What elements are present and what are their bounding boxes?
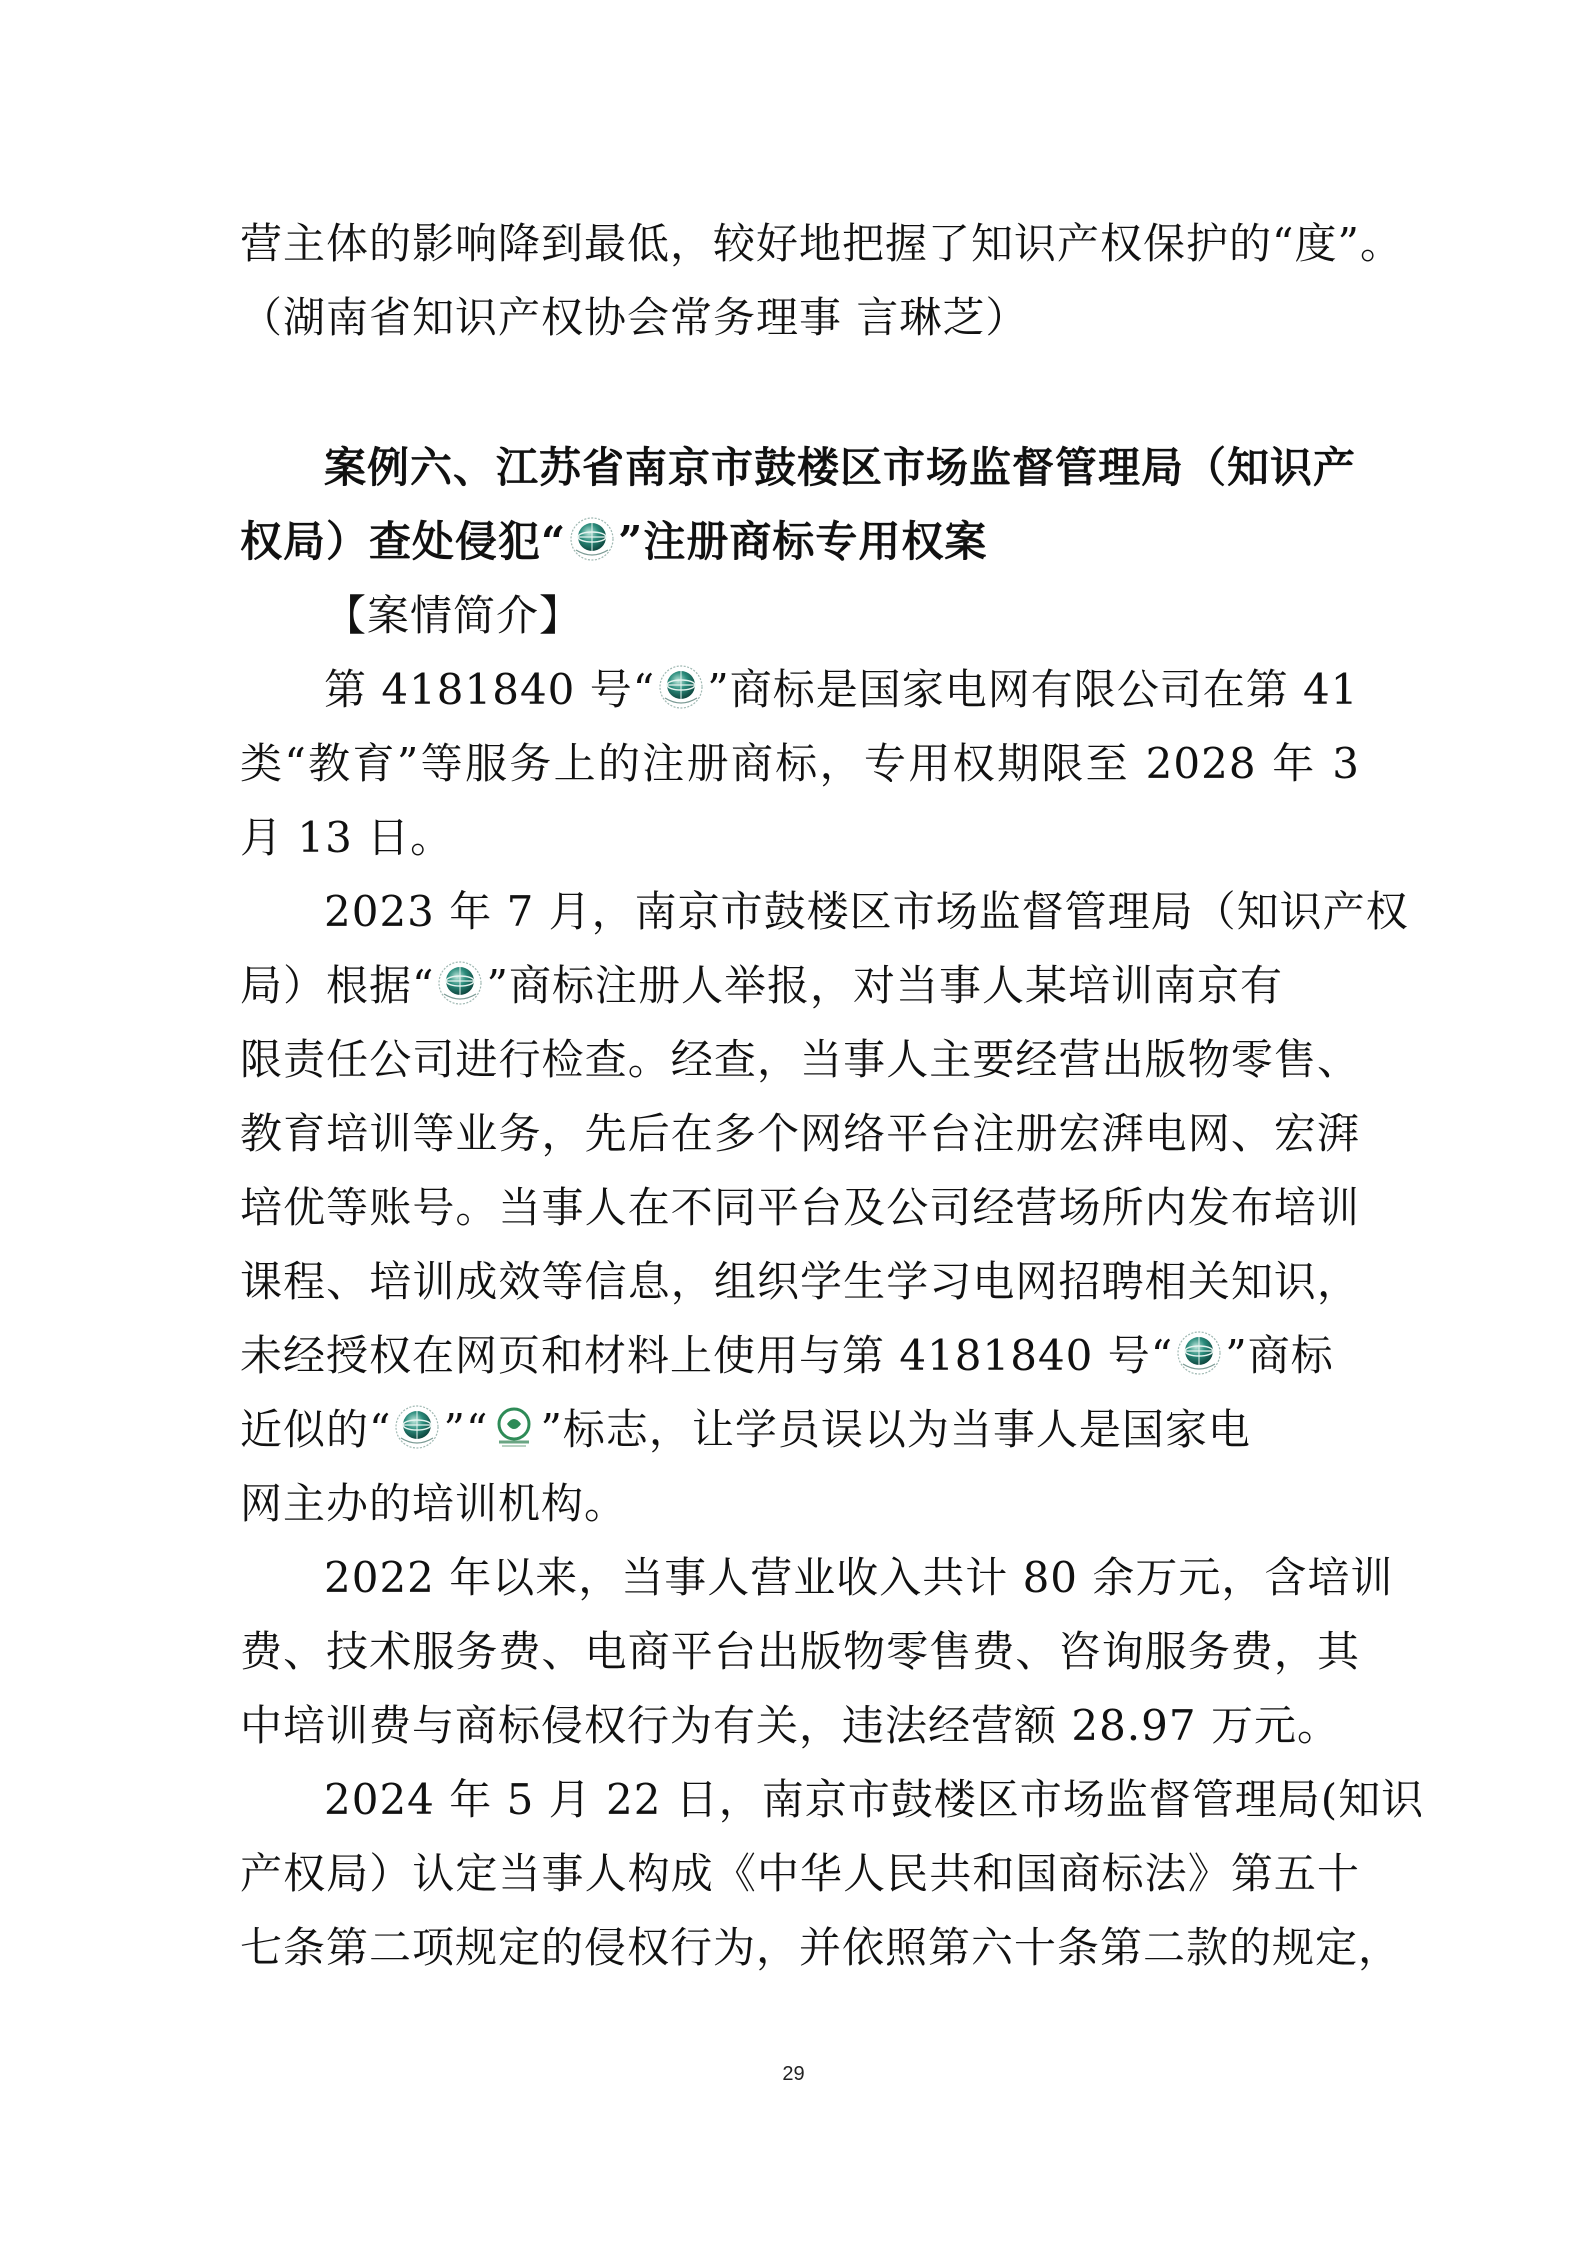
para1-line-1 [240,653,1360,727]
para2-text-1: 2023 年 7 月，南京市鼓楼区市场监督管理局（知识产权 [324,887,1409,936]
case-title-line-1 [240,431,1360,505]
para3-text-2: 费、技术服务费、电商平台出版物零售费、咨询服务费，其 [240,1627,1360,1676]
trademark-logo-icon [436,960,484,1006]
intro-line-2 [240,281,1360,355]
para2-line-3 [240,1023,1360,1097]
para1-text-1b: ”商标是国家电网有限公司在第 41 [707,665,1359,714]
para1-text-1a: 第 4181840 号“ [324,665,656,714]
para2-line-6 [240,1245,1360,1319]
para3-text-1: 2022 年以来，当事人营业收入共计 80 余万元，含培训 [324,1553,1394,1602]
para2-text-8c: ”标志，让学员误以为当事人是国家电 [540,1405,1251,1454]
section-heading [240,579,1360,653]
para2-text-7a: 未经授权在网页和材料上使用与第 4181840 号“ [240,1331,1174,1380]
para3-line-3 [240,1689,1360,1763]
para3-text-3: 中培训费与商标侵权行为有关，违法经营额 28.97 万元。 [240,1701,1340,1750]
para2-line-5 [240,1171,1360,1245]
attribution: （湖南省知识产权协会常务理事 言琳芝） [240,293,1029,342]
para1-text-3: 月 13 日。 [240,813,454,862]
case-title-line-2 [240,505,1360,579]
para2-text-2b: ”商标注册人举报，对当事人某培训南京有 [486,961,1283,1010]
para2-text-3: 限责任公司进行检查。经查，当事人主要经营出版物零售、 [240,1035,1360,1084]
case-title-part-1: 案例六、江苏省南京市鼓楼区市场监督管理局（知识产 [324,443,1357,492]
para2-text-2a: 局）根据“ [240,961,435,1010]
para2-line-4 [240,1097,1360,1171]
para2-line-1 [240,875,1409,949]
para4-line-2 [240,1837,1360,1911]
trademark-logo-icon [568,516,616,562]
intro-text-1: 营主体的影响降到最低，较好地把握了知识产权保护的“度”。 [240,219,1403,268]
para3-line-1 [240,1541,1394,1615]
trademark-logo-icon [657,664,705,710]
similar-logo-alt-icon [490,1404,538,1450]
para1-line-2 [240,727,1360,801]
para2-line-9 [240,1467,1360,1541]
para4-text-3: 七条第二项规定的侵权行为，并依照第六十条第二款的规定， [240,1923,1402,1972]
para4-text-1: 2024 年 5 月 22 日，南京市鼓楼区市场监督管理局(知识 [324,1775,1425,1824]
section-heading-text: 【案情简介】 [324,591,583,640]
trademark-logo-icon [1175,1330,1223,1376]
para1-text-2: 类“教育”等服务上的注册商标，专用权期限至 2028 年 3 [240,739,1360,788]
para4-line-1 [240,1763,1425,1837]
case-title-part-3: ”注册商标专用权案 [618,517,988,566]
para3-line-2 [240,1615,1360,1689]
para2-text-9: 网主办的培训机构。 [240,1479,628,1528]
page-number: 29 [782,2063,805,2085]
para2-text-5: 培优等账号。当事人在不同平台及公司经营场所内发布培训 [240,1183,1360,1232]
para2-line-8 [240,1393,1360,1467]
case-title-part-2: 权局）查处侵犯“ [240,517,567,566]
para2-text-8a: 近似的“ [240,1405,392,1454]
para2-line-2 [240,949,1360,1023]
para2-text-8b: ”“ [443,1405,489,1454]
para4-text-2: 产权局）认定当事人构成《中华人民共和国商标法》第五十 [240,1849,1360,1898]
para4-line-3 [240,1911,1402,1985]
para2-line-7 [240,1319,1360,1393]
para2-text-4: 教育培训等业务，先后在多个网络平台注册宏湃电网、宏湃 [240,1109,1360,1158]
para2-text-6: 课程、培训成效等信息，组织学生学习电网招聘相关知识， [240,1257,1360,1306]
intro-line-1 [240,207,1403,281]
para1-line-3 [240,801,1360,875]
similar-logo-icon [393,1404,441,1450]
para2-text-7b: ”商标 [1225,1331,1334,1380]
